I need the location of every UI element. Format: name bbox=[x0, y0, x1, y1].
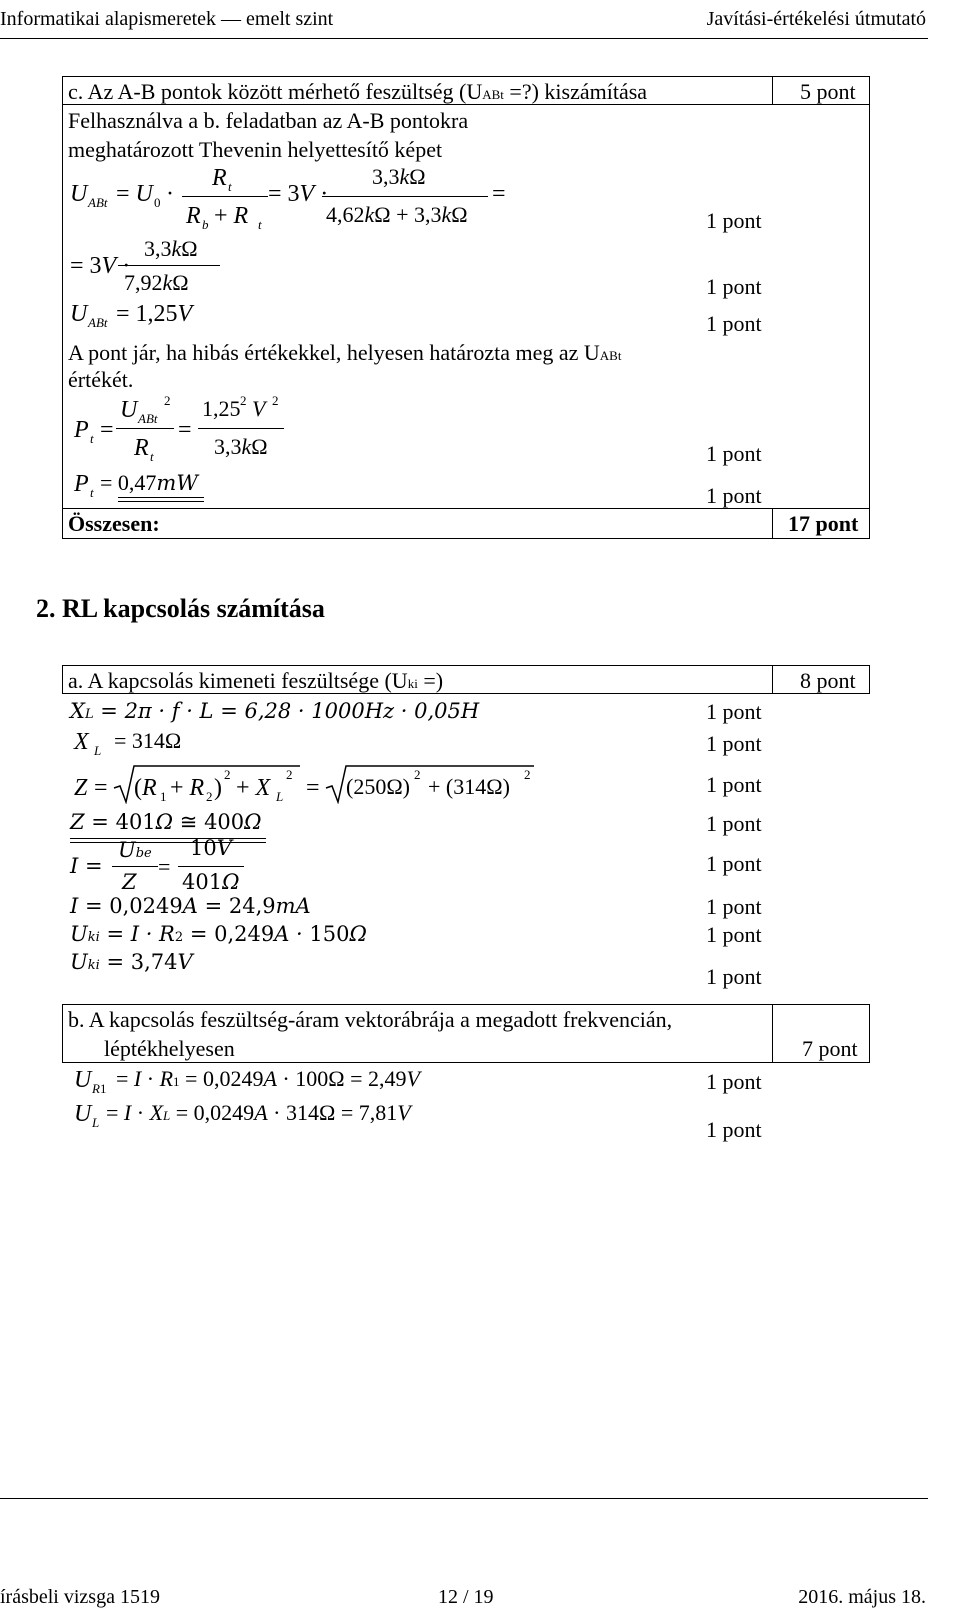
section-2b-title-1: b. A kapcsolás feszültség-áram vektorábrája a megadott frekvencián, bbox=[68, 1007, 673, 1032]
section-c-points: 5 pont bbox=[800, 79, 856, 104]
header-left: Informatikai alapismeretek — emelt szint bbox=[0, 8, 334, 30]
section-c-intro-2: meghatározott Thevenin helyettesítő képet bbox=[68, 137, 443, 162]
footer-left: írásbeli vizsga 1519 bbox=[0, 1586, 160, 1608]
z-result-underline-1 bbox=[70, 838, 266, 839]
section-2a-title-divider bbox=[772, 665, 773, 694]
points-b-2: 1 pont bbox=[706, 1117, 762, 1142]
section-c-note-2: értékét. bbox=[68, 367, 134, 392]
points-a-3: 1 pont bbox=[706, 772, 762, 797]
points-b-1: 1 pont bbox=[706, 1069, 762, 1094]
formula-z-result: Z = 401Ω ≅ 400Ω bbox=[70, 810, 262, 834]
section-c-total-rule bbox=[62, 508, 870, 509]
formula-uki: Uki = I · R2 = 0,249A · 150Ω bbox=[70, 922, 367, 946]
header-rule bbox=[0, 38, 928, 39]
points-line-5: 1 pont bbox=[706, 483, 762, 508]
footer-right: 2016. május 18. bbox=[798, 1586, 926, 1608]
formula-xl: XL = 2π · f · L = 6,28 · 1000Hz · 0,05H bbox=[70, 699, 480, 723]
section-c-intro-1: Felhasználva a b. feladatban az A-B pontokra bbox=[68, 108, 469, 133]
points-line-1: 1 pont bbox=[706, 208, 762, 233]
points-a-2: 1 pont bbox=[706, 731, 762, 756]
points-line-4: 1 pont bbox=[706, 441, 762, 466]
z-result-underline-2 bbox=[70, 842, 266, 843]
section-2-title: 2. RL kapcsolás számítása bbox=[36, 594, 325, 623]
footer-center: 12 / 19 bbox=[438, 1586, 494, 1608]
section-2a-title: a. A kapcsolás kimeneti feszültsége (Uki =) bbox=[68, 668, 444, 693]
total-points: 17 pont bbox=[788, 511, 859, 536]
points-a-1: 1 pont bbox=[706, 699, 762, 724]
section-c-title: c. Az A-B pontok között mérhető feszültség (UABt =?) kiszámítása bbox=[68, 79, 648, 104]
section-2a-points: 8 pont bbox=[800, 668, 856, 693]
points-line-3: 1 pont bbox=[706, 311, 762, 336]
section-2b-title-2: léptékhelyesen bbox=[104, 1036, 235, 1061]
points-line-2: 1 pont bbox=[706, 274, 762, 299]
points-a-4: 1 pont bbox=[706, 811, 762, 836]
section-c-note-1: A pont jár, ha hibás értékekkel, helyesen határozta meg az UABt bbox=[68, 340, 622, 365]
footer-rule bbox=[0, 1498, 928, 1499]
section-c-title-rule bbox=[62, 104, 870, 105]
points-a-7: 1 pont bbox=[706, 922, 762, 947]
section-c-total-divider bbox=[772, 508, 773, 539]
section-c-title-divider bbox=[772, 76, 773, 105]
page-header bbox=[0, 8, 960, 48]
points-a-5: 1 pont bbox=[706, 851, 762, 876]
formula-current-result: I = 0,0249A = 24,9mA bbox=[70, 894, 311, 918]
section-2b-points: 7 pont bbox=[802, 1036, 858, 1061]
points-a-8: 1 pont bbox=[706, 964, 762, 989]
points-a-6: 1 pont bbox=[706, 894, 762, 919]
formula-uki-result: Uki = 3,74V bbox=[70, 950, 193, 974]
header-right: Javítási-értékelési útmutató bbox=[706, 8, 926, 30]
total-label: Összesen: bbox=[68, 511, 160, 536]
section-2b-title-divider bbox=[772, 1004, 773, 1063]
